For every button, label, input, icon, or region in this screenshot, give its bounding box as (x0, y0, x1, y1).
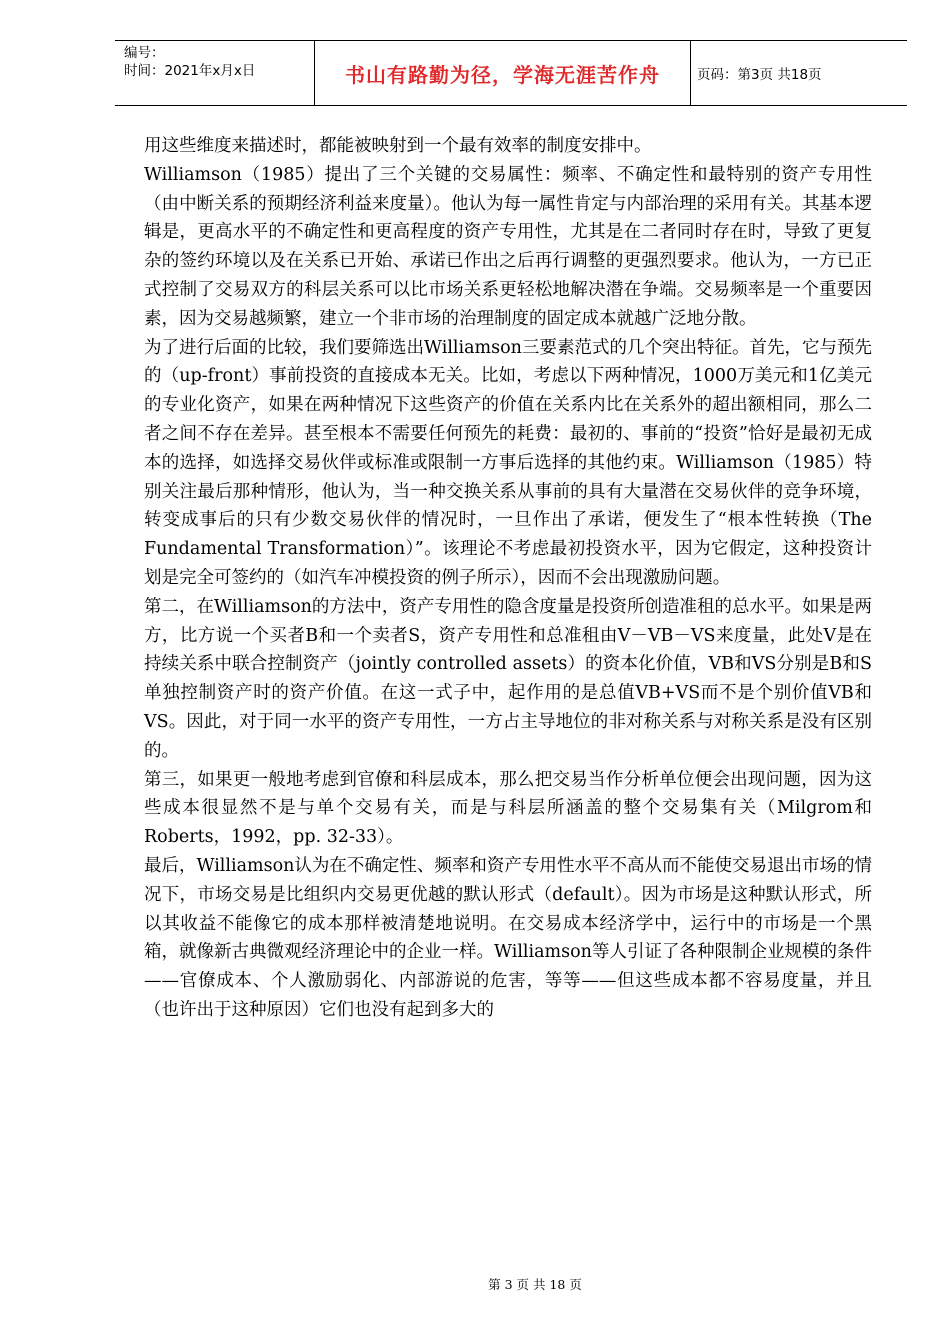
document-time: 时间：2021年x月x日 (124, 63, 256, 79)
header-page-info: 页码：第3页 共18页 (697, 67, 822, 83)
document-body (144, 132, 872, 1025)
paragraph-2: Williamson（1985）提出了三个关键的交易属性：频率、不确定性和最特别的资产专用性（由中断关系的预期经济利益来度量）。他认为每一属性肯定与内部治理的采用有关。其基本逻辑是，更高水平的不确定性和更高程度的资产专用性，尤其是在二者同时存在时，导致了更复杂的签约环境以及在关系已开始、承诺已作出之后再行调整的更强烈要求。他认为，一方已正式控制了交易双方的科层关系可以比市场关系更轻松地解决潜在争端。交易频率是一个重要因素，因为交易越频繁，建立一个非市场的治理制度的固定成本就越广泛地分散。 (144, 164, 872, 329)
paragraph-6: 最后，Williamson认为在不确定性、频率和资产专用性水平不高从而不能使交易退出市场的情况下，市场交易是比组织内交易更优越的默认形式（default）。因为市场是这种默认形式，所以其收益不能像它的成本那样被清楚地说明。在交易成本经济学中，运行中的市场是一个黑箱，就像新古典微观经济理论中的企业一样。Williamson等人引证了各种限制企业规模的条件——官僚成本、个人激励弱化、内部游说的危害，等等——但这些成本都不容易度量，并且（也许出于这种原因）它们也没有起到多大的 (144, 855, 872, 1020)
header-table (115, 40, 907, 106)
header-motto: 书山有路勤为径，学海无涯苦作舟 (315, 41, 691, 105)
paragraph-1: 用这些维度来描述时，都能被映射到一个最有效率的制度安排中。 (144, 136, 652, 156)
document-number: 编号： (124, 45, 165, 61)
paragraph-4: 第二，在Williamson的方法中，资产专用性的隐含度量是投资所创造准租的总水平。如果是两方，比方说一个买者B和一个卖者S，资产专用性和总准租由V－VB－VS来度量，此处V是在持续关系中联合控制资产（jointly controlled assets）的资本化价值，VB和VS分别是B和S单独控制资产时的资产价值。在这一式子中，起作用的是总值VB+VS而不是个别价值VB和VS。因此，对于同一水平的资产专用性，一方占主导地位的非对称关系与对称关系是没有区别的。 (144, 596, 872, 761)
page-footer: 第 3 页 共 18 页 (488, 1277, 582, 1292)
paragraph-5: 第三，如果更一般地考虑到官僚和科层成本，那么把交易当作分析单位便会出现问题，因为这些成本很显然不是与单个交易有关，而是与科层所涵盖的整个交易集有关（Milgrom和Roberts，1992，pp. 32-33）。 (144, 769, 872, 848)
header-meta (115, 41, 315, 105)
paragraph-3: 为了进行后面的比较，我们要筛选出Williamson三要素范式的几个突出特征。首先，它与预先的（up-front）事前投资的直接成本无关。比如，考虑以下两种情况，1000万美元和1亿美元的专业化资产，如果在两种情况下这些资产的价值在关系内比在关系外的超出额相同，那么二者之间不存在差异。甚至根本不需要任何预先的耗费：最初的、事前的“投资”恰好是最初无成本的选择，如选择交易伙伴或标准或限制一方事后选择的其他约束。Williamson（1985）特别关注最后那种情形，他认为，当一种交换关系从事前的具有大量潜在交易伙伴的竞争环境，转变成事后的只有少数交易伙伴的情况时，一旦作出了承诺，便发生了“根本性转换（The Fundamental Transformation）”。该理论不考虑最初投资水平，因为它假定，这种投资计划是完全可签约的（如汽车冲模投资的例子所示），因而不会出现激励问题。 (144, 337, 872, 588)
